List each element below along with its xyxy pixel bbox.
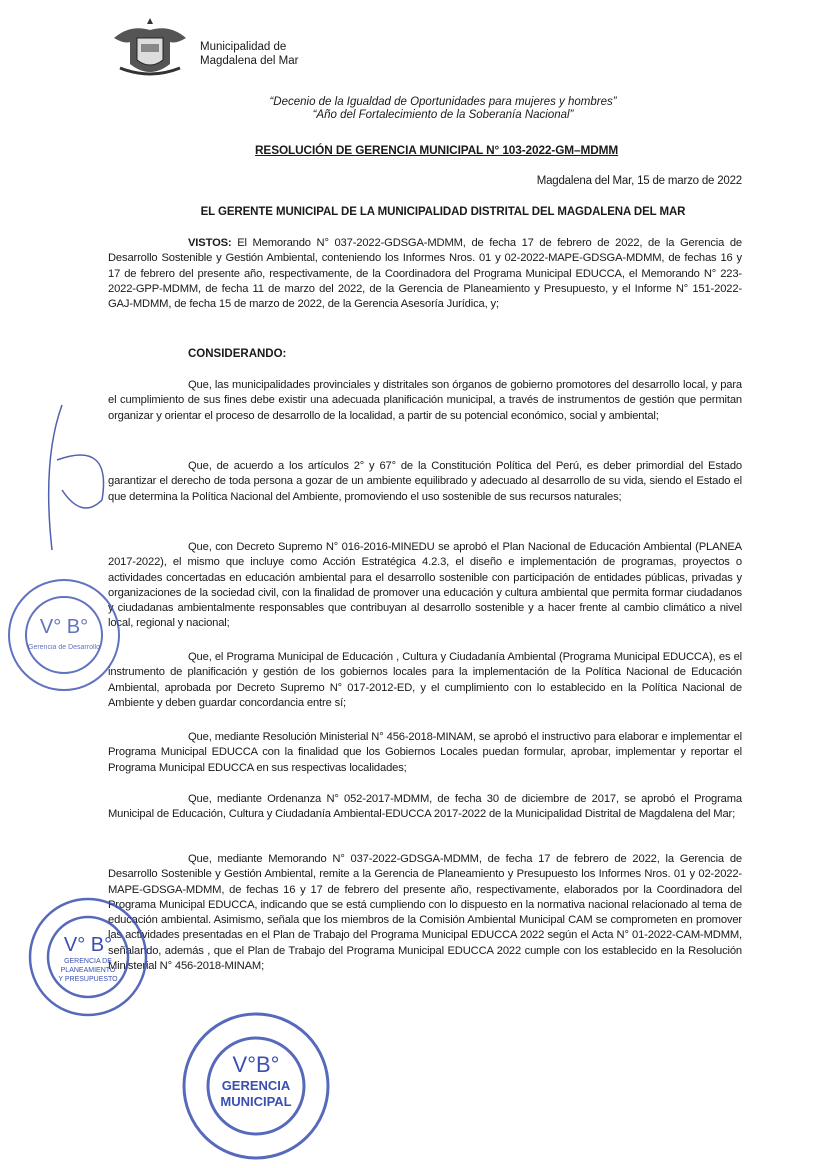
svg-text:GERENCIA: GERENCIA xyxy=(221,1078,291,1093)
svg-text:V° B°: V° B° xyxy=(39,616,89,638)
decenio-slogan: “Decenio de la Igualdad de Oportunidades para mujeres y hombres” xyxy=(269,96,617,108)
anio-slogan: “Año del Fortalecimiento de la Soberanía Nacional” xyxy=(312,109,574,121)
considerando-paragraph: Que, de acuerdo a los artículos 2° y 67° de la Constitución Política del Perú, es deber primordial del Estado garantizar el derecho de toda persona a gozar de un ambiente equilibrado y adecuado al desarrollo de su vida, siendo el Estado el que determina la Política Nacional del Ambiente, promoviendo el uso sostenible de sus recursos naturales; xyxy=(108,460,742,503)
municipality-line1: Municipalidad de xyxy=(200,41,287,53)
considerando-paragraph: Que, con Decreto Supremo N° 016-2016-MINEDU se aprobó el Plan Nacional de Educación Ambiental (PLANEA 2017-2022), el mismo que incluye como Acción Estratégica 4.2.3, el diseño e implementación de programas, proyectos o actividades concertadas en educación ambiental para el desarrollo sostenible con participación de entidades públicas, privadas y organizaciones de la sociedad civil, con la finalidad de promover una educación y cultura ambiental que permita formar ciudadanos y ciudadanas ambientalmente responsables que contribuyan al desarrollo sostenible y a hacer frente al cambio climático a nivel local, regional y nacional; xyxy=(108,541,742,630)
visto-bueno-stamp-gdsga xyxy=(4,575,124,700)
svg-text:GERENCIA DE: GERENCIA DE xyxy=(64,958,112,965)
svg-text:MUNICIPAL: MUNICIPAL xyxy=(220,1094,292,1109)
considerando-paragraph: Que, mediante Resolución Ministerial N° 456-2018-MINAM, se aprobó el instructivo para elaborar e implementar el Programa Municipal EDUCCA con la finalidad que los Gobiernos Locales puedan formular, aprobar, implementar y reportar el Programa Municipal EDUCCA en sus respectivas localidades; xyxy=(108,731,742,774)
vistos-label: VISTOS: xyxy=(188,237,232,249)
resolution-title: RESOLUCIÓN DE GERENCIA MUNICIPAL N° 103-2022-GM–MDMM xyxy=(255,143,619,157)
svg-text:V°B°: V°B° xyxy=(232,1052,280,1077)
visto-bueno-stamp-planeamiento xyxy=(26,895,150,1024)
considerando-paragraph: Que, mediante Memorando N° 037-2022-GDSGA-MDMM, de fecha 17 de febrero de 2022, la Gerencia de Desarrollo Sostenible y Gestión Ambiental, remite a la Gerencia de Planeamiento y Presupuesto los Informes Nros. 01 y 02-2022-MAPE-GDSGA-MDMM, de fechas 16 y 17 de febrero del presente año, respectivamente, elaborados por la Coordinadora del Programa Municipal EDUCCA, indicando que se está cumpliendo con lo dispuesto en la normativa nacional relacionado al tema de educación ambiental. Asimismo, señala que los miembros de la Comisión Ambiental Municipal CAM se comprometen en promover las actividades presentadas en el Plan de Trabajo del Programa Municipal EDUCCA 2022 según el Acta N° 01-2022-CAM-MDMM, señalando, además , que el Plan de Trabajo del Programa Municipal EDUCCA 2022 cumple con los establecido en la Resolución Ministerial N° 456-2018-MINAM; xyxy=(108,853,742,973)
vistos-paragraph xyxy=(108,236,742,312)
considerando-paragraph: Que, el Programa Municipal de Educación , Cultura y Ciudadanía Ambiental (Programa Municipal EDUCCA), es el instrumento de planificación y gestión de los gobiernos locales para la implementación de la Política Nacional de Educación Ambiental, aprobada por Decreto Supremo N° 017-2012-ED, y el cumplimiento con lo establecido en la Política Nacional de Ambiente y deben guardar concordancia entre sí; xyxy=(108,651,742,709)
municipality-name xyxy=(200,40,298,68)
visto-bueno-stamp-gerencia-municipal xyxy=(180,1010,332,1167)
considerando-label: CONSIDERANDO: xyxy=(188,348,287,360)
vistos-text: El Memorando N° 037-2022-GDSGA-MDMM, de fecha 17 de febrero de 2022, de la Gerencia de Desarrollo Sostenible y Gestión Ambiental, conteniendo los Informes Nros. 01 y 02-2022-MAPE-GDSGA-MDMM, de fechas 16 y 17 de febrero del presente año, respectivamente, de la Coordinadora del Programa Municipal EDUCCA, el Memorando N° 223-2022-GPP-MDMM, de fecha 11 de marzo del 2022, de la Gerencia de Planeamiento y Presupuesto, y el Informe N° 151-2022-GAJ-MDMM, de fecha 15 de marzo de 2022, de la Gerencia Asesoría Jurídica, y; xyxy=(108,237,742,311)
svg-text:V° B°: V° B° xyxy=(63,934,113,956)
considerando-paragraph: Que, mediante Ordenanza N° 052-2017-MDMM, de fecha 30 de diciembre de 2017, se aprobó el Programa Municipal de Educación, Cultura y Ciudadanía Ambiental-EDUCCA 2017-2022 de la Municipalidad Distrital de Magdalena del Mar; xyxy=(108,793,742,821)
considerando-paragraph: Que, las municipalidades provinciales y distritales son órganos de gobierno promotores del desarrollo local, y para el cumplimiento de sus fines debe existir una adecuada planificación municipal, a través de instrumentos de gestión que permitan organizar y orientar el proceso de desarrollo de la localidad, a partir de su potencial económico, social y ambiental; xyxy=(108,379,742,422)
svg-text:Gerencia de Desarrollo: Gerencia de Desarrollo xyxy=(28,644,100,651)
resolution-heading: EL GERENTE MUNICIPAL DE LA MUNICIPALIDAD DISTRITAL DEL MAGDALENA DEL MAR xyxy=(200,206,686,218)
signature-scribble xyxy=(22,400,122,565)
municipality-logo xyxy=(110,14,190,82)
svg-text:PLANEAMIENTO: PLANEAMIENTO xyxy=(60,967,116,974)
svg-text:Y PRESUPUESTO: Y PRESUPUESTO xyxy=(58,976,118,983)
municipality-line2: Magdalena del Mar xyxy=(200,55,299,67)
resolution-date: Magdalena del Mar, 15 de marzo de 2022 xyxy=(536,175,742,187)
